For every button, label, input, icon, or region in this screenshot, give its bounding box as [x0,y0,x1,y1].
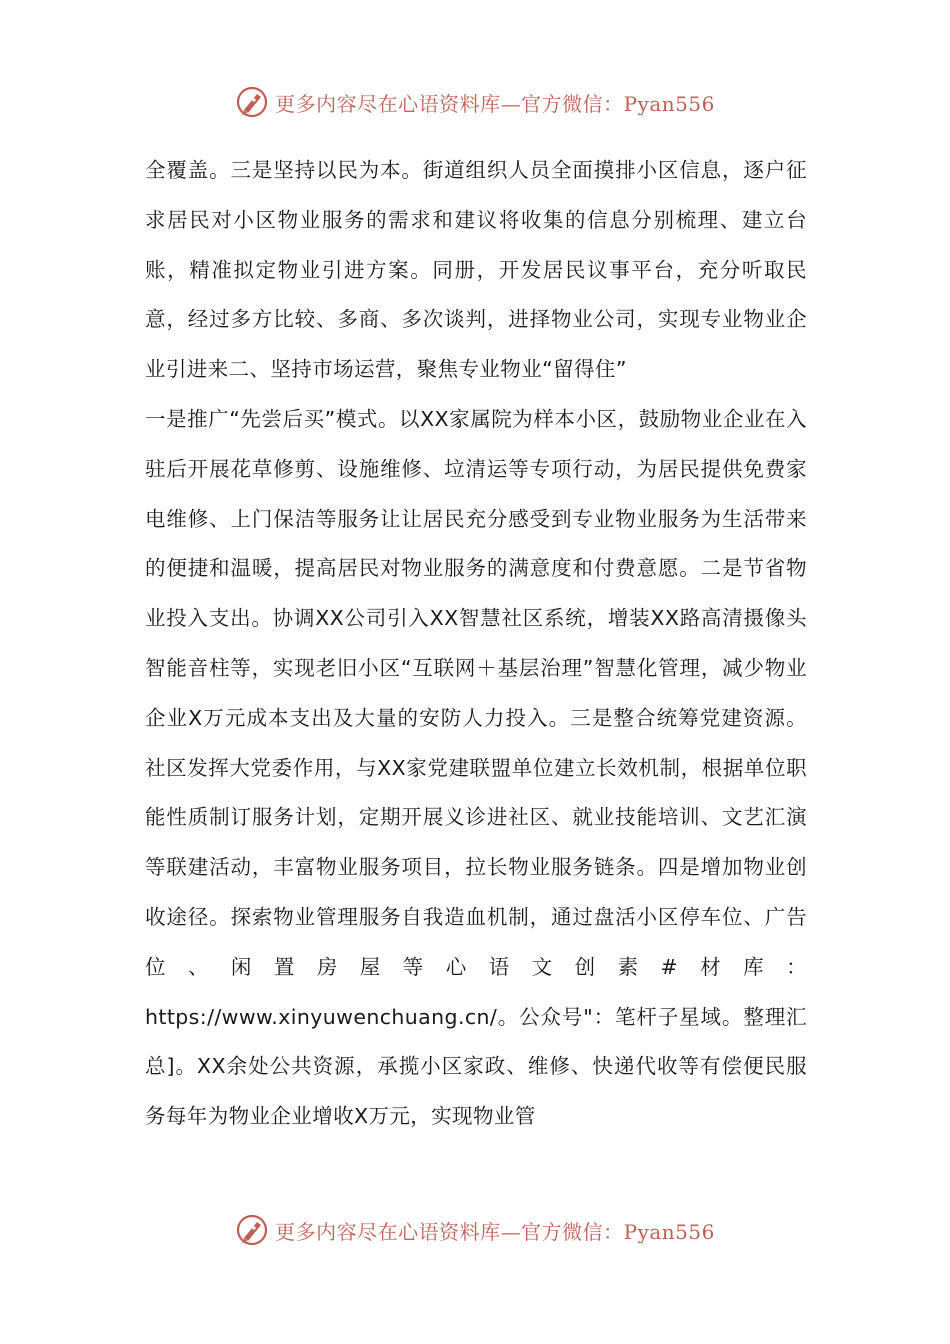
footer-banner-text: 更多内容尽在心语资料库—官方微信：Pyan556 [275,1219,715,1244]
document-body [145,146,807,1142]
header-banner [0,82,950,122]
header-banner-text: 更多内容尽在心语资料库—官方微信：Pyan556 [275,91,715,116]
pen-nib-logo-icon [235,1213,269,1247]
body-paragraph: 一是推广“先尝后买”模式。以XX家属院为样本小区，鼓励物业企业在入驻后开展花草修剪、设施维修、垃清运等专项行动，为居民提供免费家电维修、上门保洁等服务让让居民充分感受到专业物业服务为生活带来的便捷和温暖，提高居民对物业服务的满意度和付费意愿。二是节省物业投入支出。协调XX公司引入XX智慧社区系统，增装XX路高清摄像头智能音柱等，实现老旧小区“互联网＋基层治理”智慧化管理，减少物业企业X万元成本支出及大量的安防人力投入。三是整合统筹党建资源。社区发挥大党委作用，与XX家党建联盟单位建立长效机制，根据单位职能性质制订服务计划，定期开展义诊进社区、就业技能培训、文艺汇演等联建活动，丰富物业服务项目，拉长物业服务链条。四是增加物业创收途径。探索物业管理服务自我造血机制，通过盘活小区停车位、广告位、闲置房屋等心语文创素#材库：https://www.xinyuwenchuang.cn/。公众号"：笔杆子星域。整理汇总]。XX余处公共资源，承揽小区家政、维修、快递代收等有偿便民服务每年为物业企业增收X万元，实现物业管 [145,406,807,1129]
body-paragraph: 全覆盖。三是坚持以民为本。街道组织人员全面摸排小区信息，逐户征求居民对小区物业服务的需求和建议将收集的信息分别梳理、建立台账，精准拟定物业引进方案。同册，开发居民议事平台，充分听取民意，经过多方比较、多商、多次谈判，进择物业公司，实现专业物业企业引进来二、坚持市场运营，聚焦专业物业“留得住” [145,158,807,382]
footer-banner [0,1210,950,1250]
pen-nib-logo-icon [235,85,269,119]
